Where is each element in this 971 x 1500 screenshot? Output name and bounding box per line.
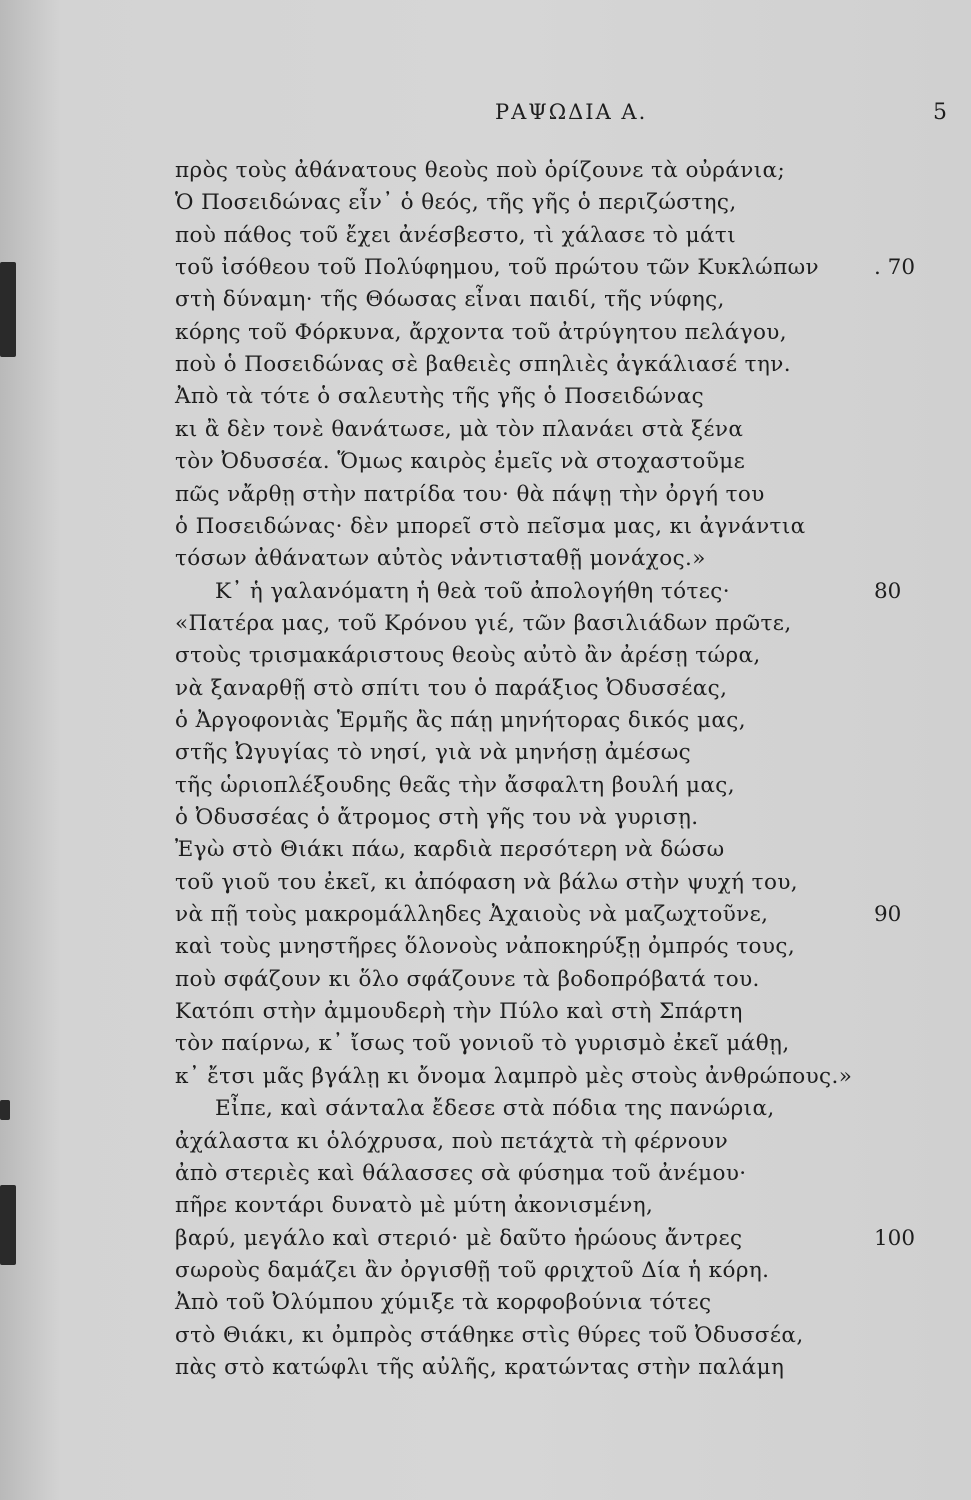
verse-text: πῆρε κοντάρι δυνατὸ μὲ μύτη ἀκονισμένη, [175, 1193, 654, 1219]
verse-text: βαρύ, μεγάλο καὶ στεριό· μὲ δαῦτο ἡρώους ἄντρες [175, 1225, 743, 1251]
verse-line [0, 673, 971, 705]
verse-text: πῶς νἄρθῃ στὴν πατρίδα του· θὰ πάψῃ τὴν ὀργή του [175, 481, 765, 507]
verse-line [0, 996, 971, 1028]
verse-line [0, 640, 971, 672]
verse-line [0, 770, 971, 802]
verse-line [0, 155, 971, 187]
line-number: 100 [874, 1225, 916, 1251]
verse-line [0, 576, 971, 608]
verse-text: πρὸς τοὺς ἀθάνατους θεοὺς ποὺ ὁρίζουνε τὰ οὐράνια; [175, 158, 786, 183]
verse-line [0, 1158, 971, 1190]
verse-text: ὁ Ἀργοφονιὰς Ἑρμῆς ἂς πάῃ μηνήτορας δικός μας, [175, 707, 746, 733]
verse-text: καὶ τοὺς μνηστῆρες ὅλονοὺς νἀποκηρύξῃ ὀμπρός τους, [175, 934, 796, 960]
verse-line [0, 187, 971, 219]
verse-text: Εἶπε, καὶ σάνταλα ἔδεσε στὰ πόδια της πανώρια, [215, 1096, 775, 1122]
verse-text: πὰς στὸ κατώφλι τῆς αὐλῆς, κρατώντας στὴν παλάμη [175, 1354, 785, 1380]
verse-text: Κ᾽ ἡ γαλανόματη ἡ θεὰ τοῦ ἀπολογήθη τότες· [215, 578, 730, 604]
verse-text: ποὺ ὁ Ποσειδώνας σὲ βαθειὲς σπηλιὲς ἀγκάλιασέ την. [175, 352, 791, 378]
verse-line [0, 252, 971, 284]
verse-text: ποὺ σφάζουν κι ὅλο σφάζουνε τὰ βοδοπρόβατά του. [175, 966, 760, 992]
verse-text: κόρης τοῦ Φόρκυνα, ἄρχοντα τοῦ ἀτρύγητου πελάγου, [175, 319, 787, 345]
verse-text: ὁ Ποσειδώνας· δὲν μπορεῖ στὸ πεῖσμα μας, κι ἀγνάντια [175, 513, 806, 539]
verse-line [0, 1190, 971, 1222]
verse-text: κ᾽ ἔτσι μᾶς βγάλῃ κι ὄνομα λαμπρὸ μὲς στοὺς ἀνθρώπους.» [175, 1063, 853, 1089]
verse-line [0, 1093, 971, 1125]
verse-text: ἀπὸ στεριὲς καὶ θάλασσες σὰ φύσημα τοῦ ἀνέμου· [175, 1160, 747, 1186]
verse-text: Ὁ Ποσειδώνας εἶν᾽ ὁ θεός, τῆς γῆς ὁ περιζώστης, [175, 190, 737, 216]
verse-line [0, 608, 971, 640]
verse-text: ὁ Ὀδυσσέας ὁ ἄτρομος στὴ γῆς του νὰ γυρισῃ. [175, 805, 699, 830]
verse-line [0, 479, 971, 511]
verse-text: ἀχάλαστα κι ὁλόχρυσα, ποὺ πετάχτὰ τὴ φέρνουν [175, 1128, 729, 1154]
verse-line [0, 414, 971, 446]
verse-line [0, 1352, 971, 1384]
verse-line [0, 381, 971, 413]
verse-line [0, 1126, 971, 1158]
verse-text: τὸν Ὀδυσσέα. Ὅμως καιρὸς ἐμεῖς νὰ στοχαστοῦμε [175, 449, 746, 475]
verse-text: στὴ δύναμη· τῆς Θόωσας εἶναι παιδί, τῆς νύφης, [175, 287, 725, 313]
line-number: . 70 [874, 255, 916, 281]
verse-text: τοῦ ἰσόθεου τοῦ Πολύφημου, τοῦ πρώτου τῶν Κυκλώπων [175, 255, 820, 281]
verse-text: στοὺς τρισμακάριστους θεοὺς αὐτὸ ἂν ἀρέσῃ τώρα, [175, 643, 761, 669]
verse-line [0, 1061, 971, 1093]
page-number: 5 [933, 100, 947, 125]
verse-line [0, 705, 971, 737]
verse-text: τοῦ γιοῦ του ἐκεῖ, κι ἀπόφαση νὰ βάλω στὴν ψυχή του, [175, 869, 799, 895]
verse-text: Κατόπι στὴν ἀμμουδερὴ τὴν Πύλο καὶ στὴ Σπάρτη [175, 999, 743, 1025]
verse-line [0, 737, 971, 769]
verse-line [0, 349, 971, 381]
verse-line [0, 867, 971, 899]
verse-text: τόσων ἀθάνατων αὐτὸς νἀντισταθῇ μονάχος.» [175, 546, 706, 572]
verse-line [0, 899, 971, 931]
verse-line [0, 446, 971, 478]
verse-line [0, 543, 971, 575]
verse-line [0, 964, 971, 996]
verse-text: Ἀπὸ τὰ τότε ὁ σαλευτὴς τῆς γῆς ὁ Ποσειδώνας [175, 384, 705, 410]
verse-text: κι ἂ δὲν τονὲ θανάτωσε, μὰ τὸν πλανάει στὰ ξένα [175, 416, 744, 442]
verse-line [0, 1287, 971, 1319]
verse-line [0, 220, 971, 252]
verse-line [0, 1223, 971, 1255]
verse-text: στὸ Θιάκι, κι ὀμπρὸς στάθηκε στὶς θύρες τοῦ Ὀδυσσέα, [175, 1322, 804, 1348]
line-number: 90 [874, 902, 902, 928]
verse-text: νὰ ξαναρθῇ στὸ σπίτι του ὁ παράξιος Ὀδυσσέας, [175, 675, 728, 701]
verse-text: τῆς ὡριοπλέξουδης θεᾶς τὴν ἄσφαλτη βουλή μας, [175, 772, 735, 798]
verse-line [0, 1320, 971, 1352]
verse-line [0, 931, 971, 963]
verse-line [0, 834, 971, 866]
line-number: 80 [874, 578, 902, 604]
verse-text: νὰ πῇ τοὺς μακρομάλληδες Ἀχαιοὺς νὰ μαζωχτοῦνε, [175, 902, 769, 928]
verse-text: στῆς Ὠγυγίας τὸ νησί, γιὰ νὰ μηνήσῃ ἀμέσως [175, 740, 692, 766]
verse-line [0, 1028, 971, 1060]
verse-text: «Πατέρα μας, τοῦ Κρόνου γιέ, τῶν βασιλιάδων πρῶτε, [175, 610, 792, 636]
running-head [0, 100, 971, 130]
verse-text: ποὺ πάθος τοῦ ἔχει ἀνέσβεστο, τὶ χάλασε τὸ μάτι [175, 222, 737, 248]
verse-line [0, 511, 971, 543]
verse-text: σωροὺς δαμάζει ἂν ὀργισθῇ τοῦ φριχτοῦ Δία ἡ κόρη. [175, 1257, 770, 1283]
chapter-title: ΡΑΨΩΔΙΑ Α. [495, 100, 648, 124]
verse-line [0, 284, 971, 316]
verse-text: Ἐγὼ στὸ Θιάκι πάω, καρδιὰ περσότερη νὰ δώσω [175, 837, 725, 863]
verse-line [0, 317, 971, 349]
verse-text: Ἀπὸ τοῦ Ὀλύμπου χύμιξε τὰ κορφοβούνια τότες [175, 1290, 712, 1316]
verse-text: τὸν παίρνω, κ᾽ ἴσως τοῦ γονιοῦ τὸ γυρισμὸ ἐκεῖ μάθῃ, [175, 1031, 790, 1057]
verse-line [0, 1255, 971, 1287]
verse-line [0, 802, 971, 834]
